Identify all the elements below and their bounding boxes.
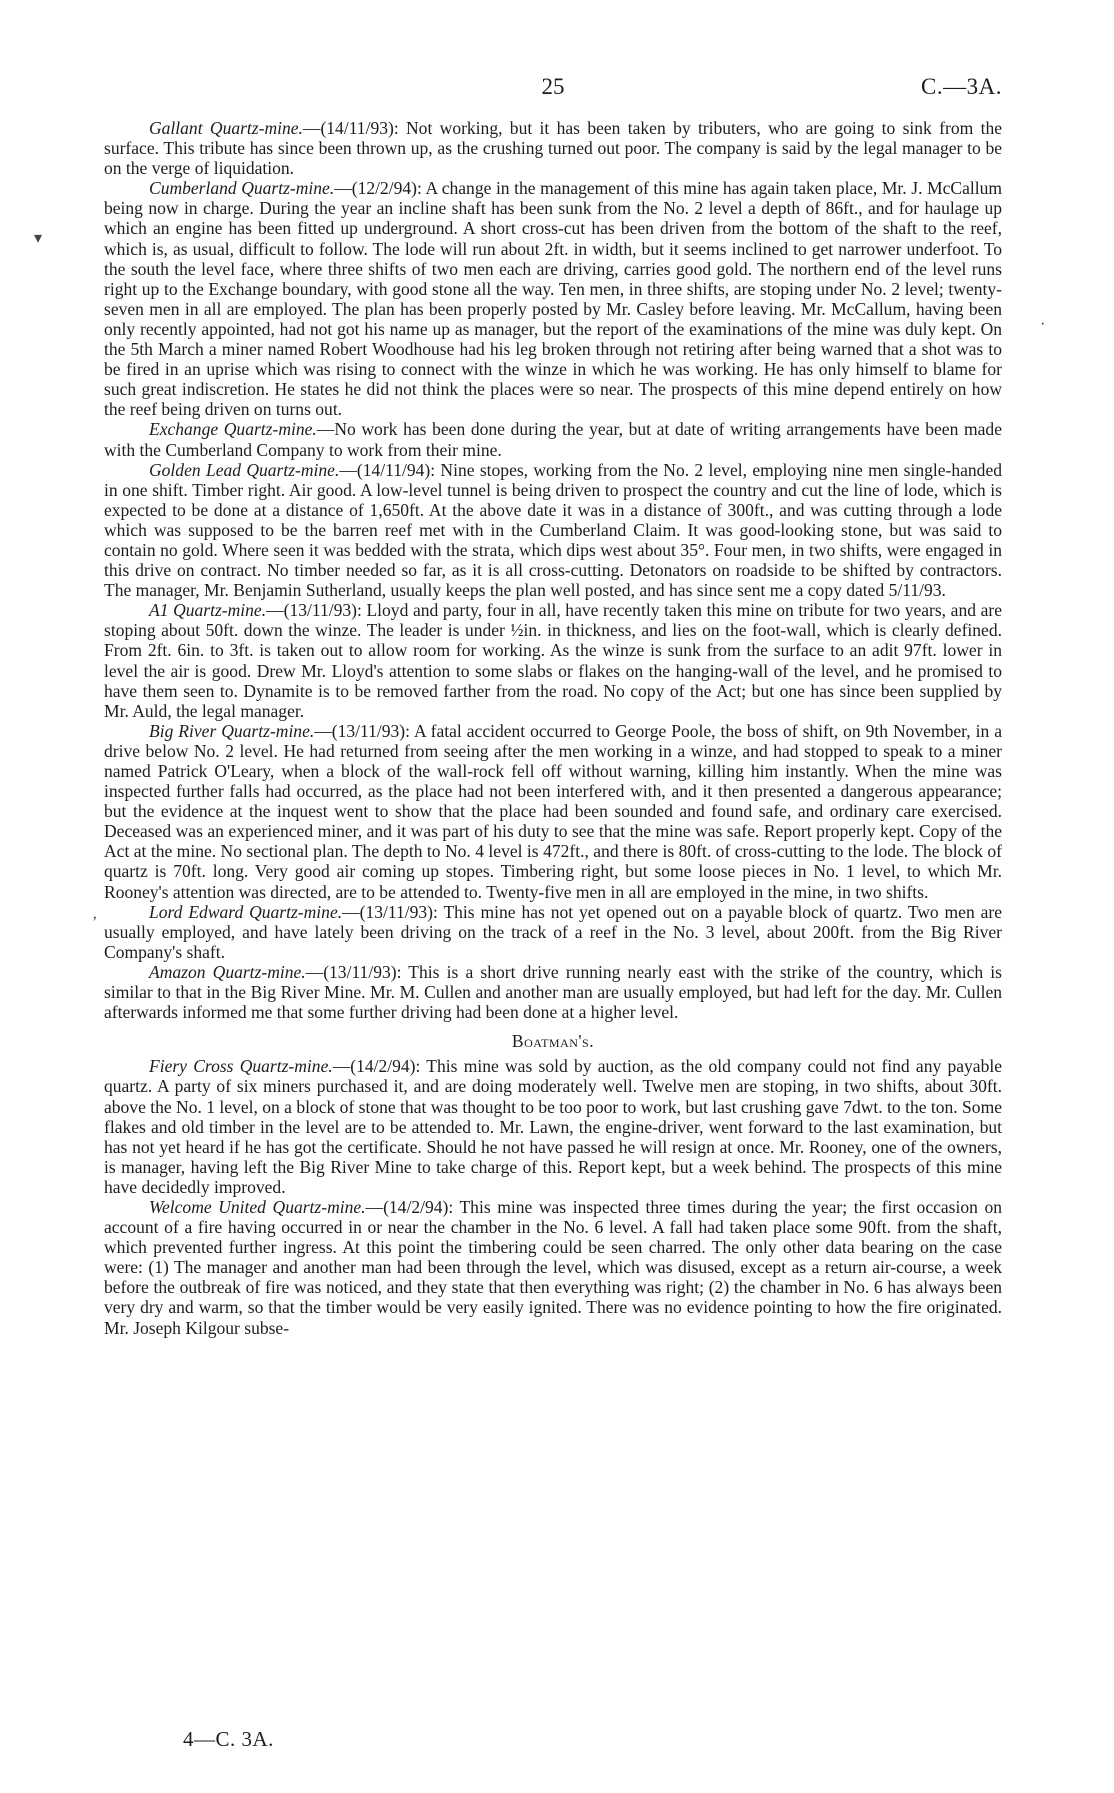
series-reference: C.—3A. xyxy=(921,74,1002,99)
mine-title: Cumberland Quartz-mine. xyxy=(149,178,335,199)
report-body xyxy=(104,118,1002,1338)
paragraph-text: —No work has been done during the year, but at date of writing arrangements have been made with the Cumberland Company to work from their mine. xyxy=(104,419,1002,460)
mine-title: Welcome United Quartz-mine. xyxy=(149,1196,366,1217)
report-paragraph-welcome-united xyxy=(104,1197,1002,1338)
paragraph-text: —(13/11/93): This mine has not yet opened out on a payable block of quartz. Two men are usually employed, and have lately been driving on the track of a reef in the No. 3 level, about 200ft. from the Big River Company's shaft. xyxy=(104,901,1002,962)
report-paragraph-big-river xyxy=(104,721,1002,902)
report-paragraph-cumberland xyxy=(104,178,1002,419)
mine-title: Exchange Quartz-mine. xyxy=(149,419,317,440)
margin-mark: ▾ xyxy=(34,230,43,247)
paragraph-text: —(14/2/94): This mine was sold by auction, as the old company could not find any payable quartz. A party of six miners purchased it, and are doing moderately well. Twelve men are stoping, in two shifts, about 30ft. above the No. 1 level, on a block of stone that was thought to be too poor to work, but last crushing gave 7dwt. to the ton. Some flakes and old timber in the level are to be attended to. Mr. Lawn, the engine-driver, went forward to the last examination, but has not yet heard if he has got the certificate. Should he not have passed he will resign at once. Mr. Rooney, one of the owners, is manager, having left the Big River Mine to take charge of this. Report kept, but a week behind. The prospects of this mine have decidedly improved. xyxy=(104,1056,1002,1197)
paragraph-text: —(13/11/93): This is a short drive running nearly east with the strike of the country, which is similar to that in the Big River Mine. Mr. M. Cullen and another man are usually employed, but had left for the day. Mr. Cullen afterwards informed me that some further driving had been done at a higher level. xyxy=(104,961,1002,1023)
mine-title: Lord Edward Quartz-mine. xyxy=(149,901,343,922)
paragraph-text: —(14/2/94): This mine was inspected three times during the year; the first occasion on account of a fire having occurred in or near the chamber in the No. 6 level. A fall had taken place some 90ft. from the shaft, which prevented further ingress. At this point the timbering could be seen charred. The only other data bearing on the case were: (1) The manager and another man had been through the level, which was disused, except as a return air-course, a week before the outbreak of fire was noticed, and they state that then everything was right; (2) the chamber in No. 6 has always been very dry and warm, so that the timber would be very easily ignited. There was no evidence pointing to how the fire originated. Mr. Joseph Kilgour subse- xyxy=(104,1196,1003,1338)
report-paragraph-fiery-cross xyxy=(104,1056,1002,1197)
margin-mark: ʼ xyxy=(92,914,98,931)
report-paragraph-lord-edward xyxy=(104,902,1002,962)
mine-title: Big River Quartz-mine. xyxy=(149,720,315,741)
paragraph-text: —(14/11/94): Nine stopes, working from the No. 2 level, employing nine men single-handed in one shift. Timber right. Air good. A low-level tunnel is being driven to prospect the country and cut the line of lode, which is expected to be done at a distance of 1,650ft. At the above date it was in a distance of 300ft., and was cutting through a lode which was supposed to be the barren reef met with in the Cumberland Claim. It was good-looking stone, but was said to contain no gold. Where seen it was bedded with the strata, which dips west about 35°. Four men, in two shifts, were engaged in this drive on contract. No timber needed so far, as it is all cross-cutting. Detonators on roadside to be shifted by contractors. The manager, Mr. Benjamin Sutherland, usually keeps the plan well posted, and has since sent me a copy dated 5/11/93. xyxy=(104,459,1002,601)
margin-mark: · xyxy=(1040,316,1046,333)
mine-title: Golden Lead Quartz-mine. xyxy=(149,459,340,480)
paragraph-text: —(13/11/93): Lloyd and party, four in all, have recently taken this mine on tribute for two years, and are stoping about 50ft. down the winze. The leader is under ½in. in thickness, and lies on the foot-wall, which is clearly defined. From 2ft. 6in. to 3ft. is taken out to allow room for working. As the winze is sunk from the surface to an adit 97ft. lower in level the air is good. Drew Mr. Lloyd's attention to some slabs or flakes on the hanging-wall of the level, and he promised to have them seen to. Dynamite is to be removed farther from the road. No copy of the Act; but one has since been supplied by Mr. Auld, the legal manager. xyxy=(104,600,1002,721)
report-paragraph-a1 xyxy=(104,600,1002,721)
footer-reference: 4—C. 3A. xyxy=(183,1727,274,1751)
section-heading: Boatman's. xyxy=(511,1031,595,1052)
mine-title: Amazon Quartz-mine. xyxy=(149,961,306,982)
page-number: 25 xyxy=(541,74,565,99)
paragraph-text: —(14/11/93): Not working, but it has been taken by tributers, who are going to sink from the surface. This tribute has since been thrown up, as the crushing turned out poor. The company is said by the legal manager to be on the verge of liquidation. xyxy=(104,118,1002,179)
paragraph-text: —(13/11/93): A fatal accident occurred to George Poole, the boss of shift, on 9th November, in a drive below No. 2 level. He had returned from seeing after the men working in a winze, and had stopped to speak to a miner named Patrick O'Leary, when a block of the wall-rock fell off without warning, killing him instantly. When the mine was inspected further falls had occurred, as the place had not been interfered with, and it then presented a dangerous appearance; but the evidence at the inquest went to show that the place had been sounded and found safe, and ordinary care exercised. Deceased was an experienced miner, and it was part of his duty to see that the mine was safe. Report properly kept. Copy of the Act at the mine. No sectional plan. The depth to No. 4 level is 472ft., and there is 80ft. of cross-cutting to the lode. The block of quartz is 70ft. long. Very good air coming up stopes. Timbering right, but some loose pieces in No. 1 level, to which Mr. Rooney's attention was directed, are to be attended to. Twenty-five men in all are employed in the mine, in two shifts. xyxy=(104,720,1002,902)
report-paragraph-exchange xyxy=(104,419,1002,459)
report-paragraph-gallant xyxy=(104,118,1002,178)
report-paragraph-amazon xyxy=(104,962,1002,1022)
page-header xyxy=(104,74,1002,108)
mine-title: Gallant Quartz-mine. xyxy=(149,118,303,138)
paragraph-text: —(12/2/94): A change in the management of this mine has again taken place, Mr. J. McCallum being now in charge. During the year an incline shaft has been sunk from the No. 2 level a depth of 86ft., and for haulage up which an engine has been fitted up underground. A short cross-cut has been driven from the bottom of the shaft to the reef, which is, as usual, difficult to follow. The lode will run about 2ft. in width, but it seems inclined to get narrower underfoot. To the south the level face, where three shifts of two men each are driving, carries good gold. The northern end of the level runs right up to the Exchange boundary, with good stone all the way. Ten men, in three shifts, are stoping under No. 2 level; twenty-seven men in all are employed. The plan has been properly posted by Mr. Casley before leaving. Mr. McCallum, having been only recently appointed, had not got his name up as manager, but the report of the examinations of the mine was duly kept. On the 5th March a miner named Robert Woodhouse had his leg broken through not retiring after being warned that a shot was to be fired in an uprise which was rising to connect with the winze in which he was working. He has only himself to blame for such great indiscretion. He states he did not think the places were so near. The prospects of this mine depend entirely on how the reef being driven on turns out. xyxy=(104,178,1003,420)
report-paragraph-golden-lead xyxy=(104,460,1002,601)
mine-title: A1 Quartz-mine. xyxy=(149,600,267,621)
mine-title: Fiery Cross Quartz-mine. xyxy=(149,1056,333,1077)
